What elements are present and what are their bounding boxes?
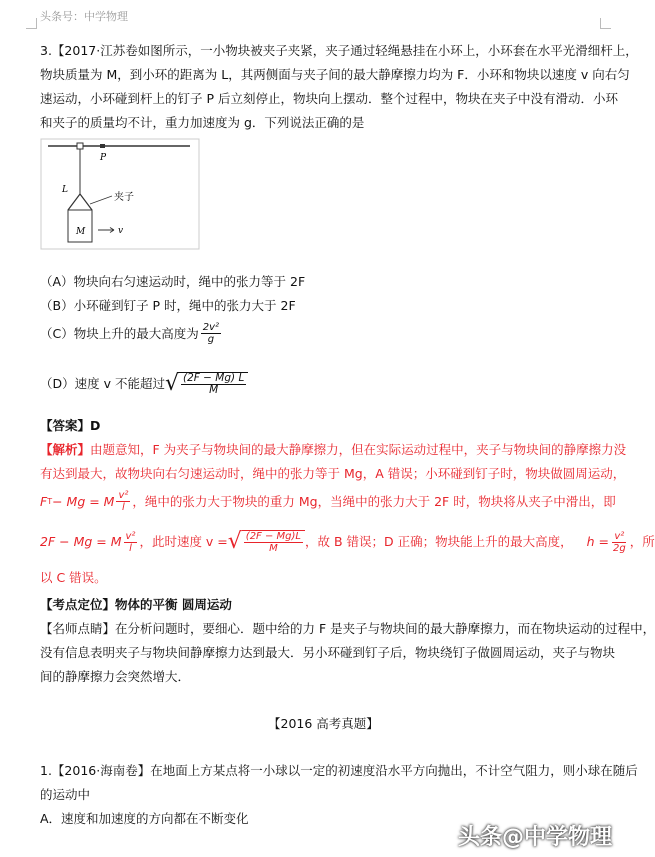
analysis-l3-den: l [122, 502, 125, 513]
analysis-l4-num: v² [125, 530, 136, 542]
l-label: L [62, 185, 68, 195]
clip-pointer [90, 196, 112, 204]
analysis-line-1 [40, 442, 626, 458]
analysis-l4-frac [124, 531, 138, 554]
analysis-l4-text3: ，所 [629, 534, 655, 549]
analysis-l3-f: F [40, 493, 48, 509]
clip [68, 194, 92, 210]
header-source: 头条号：中学物理 [40, 10, 128, 23]
analysis-l4-hnum: v² [614, 530, 625, 542]
section-title: 【2016 高考真题】 [268, 716, 379, 731]
option-c-num: 2v² [202, 322, 220, 333]
option-a: （A）物块向右匀速运动时，绳中的张力等于 2F [40, 274, 306, 289]
analysis-l4-text1: ，此时速度 v = [139, 534, 228, 549]
option-d [40, 372, 248, 396]
analysis-line-1-text: 由题意知，F 为夹子与物块间的最大静摩擦力，但在实际运动过程中，夹子与物块间的静摩擦力没 [90, 442, 627, 457]
analysis-line-3 [40, 490, 616, 513]
analysis-l3-frac [116, 490, 130, 513]
nail-p [100, 144, 105, 148]
mingshi-line-3: 间的静摩擦力会突然增大． [40, 669, 191, 684]
analysis-l4-hden: 2g [613, 542, 626, 554]
q3-line-2: 物块质量为 M，到小环的距离为 L，其两侧面与夹子间的最大静摩擦力均为 F．小环和物块以速度 v 向右匀 [40, 67, 630, 82]
analysis-l4-text2: ，故 B 错误；D 正确；物块能上升的最大高度， [305, 534, 573, 549]
option-d-den: M [209, 384, 219, 396]
q1-option-a: A．速度和加速度的方向都在不断变化 [40, 811, 249, 826]
analysis-l4-den: l [129, 542, 132, 554]
mingshi-line-2: 没有信息表明夹子与物块间静摩擦力达到最大．另小环碰到钉子后，物块绕钉子做圆周运动，夹子与物块 [40, 645, 616, 660]
analysis-l4-snum: (2F − Mg)L [245, 531, 301, 542]
kaodian: 【考点定位】物体的平衡 圆周运动 [40, 597, 232, 612]
analysis-line-2: 有达到最大，故物块向右匀速运动时，绳中的张力等于 Mg，A 错误；小环碰到钉子时，物块做圆周运动， [40, 466, 626, 481]
option-b: （B）小环碰到钉子 P 时，绳中的张力大于 2F [40, 298, 296, 313]
analysis-l3-eq: − Mg = M [52, 493, 115, 509]
mingshi-line-1: 【名师点睛】在分析问题时，要细心．题中给的力 F 是夹子与物块间的最大静摩擦力，而在物块运动的过程中， [40, 621, 655, 636]
analysis-l4-hfrac [611, 531, 628, 554]
option-d-sqrt: √ $\frac{(2F - Mg) L}{M}$ [165, 372, 248, 396]
answer-label: 【答案】D [40, 418, 101, 433]
analysis-l4-h: h = [586, 534, 609, 549]
analysis-tag: 【解析】 [40, 442, 91, 457]
q3-line-4: 和夹子的质量均不计，重力加速度为 g．下列说法正确的是 [40, 115, 365, 130]
option-c-text: （C）物块上升的最大高度为 [40, 325, 199, 341]
v-label: v [118, 226, 124, 236]
q1-line-1: 1.【2016·海南卷】在地面上方某点将一小球以一定的初速度沿水平方向抛出，不计空气阻力，则小球在随后 [40, 763, 638, 778]
q3-line-1: 3.【2017·江苏卷如图所示，一小物块被夹子夹紧，夹子通过轻绳悬挂在小环上，小环套在水平光滑细杆上， [40, 43, 638, 58]
analysis-l3-sub: T [47, 496, 53, 506]
p-label: P [100, 153, 107, 163]
q1-line-2: 的运动中 [40, 787, 91, 802]
analysis-l4-sden: M [269, 543, 278, 554]
option-c-den: g [207, 334, 215, 345]
clip-label: 夹子 [114, 192, 134, 203]
analysis-l4-eq: 2F − Mg = M [40, 534, 122, 549]
option-d-text: （D）速度 v 不能超过 [40, 376, 165, 391]
ring [77, 143, 83, 149]
crop-mark-top-right [600, 18, 611, 29]
option-c-fraction [201, 322, 221, 345]
analysis-l4-sqrt: √ $\frac{(2F - Mg)L}{M}$ [228, 530, 305, 554]
watermark: 头条@中学物理 [457, 825, 612, 850]
option-c [40, 322, 223, 345]
crop-mark-top-left [26, 18, 37, 29]
block [68, 210, 92, 242]
analysis-line-4 [40, 530, 655, 554]
m-label: M [76, 227, 86, 237]
pendulum-clip-figure [40, 138, 200, 250]
option-d-num: (2F − Mg) L [183, 372, 245, 384]
analysis-l3-text: ，绳中的张力大于物块的重力 Mg，当绳中的张力大于 2F 时，物块将从夹子中滑出，即 [132, 493, 616, 509]
q3-line-3: 速运动，小环碰到杆上的钉子 P 后立刻停止，物块向上摆动．整个过程中，物块在夹子中没有滑动．小环 [40, 91, 618, 106]
analysis-line-5: 以 C 错误。 [40, 570, 107, 585]
analysis-l3-num: v² [118, 490, 129, 501]
